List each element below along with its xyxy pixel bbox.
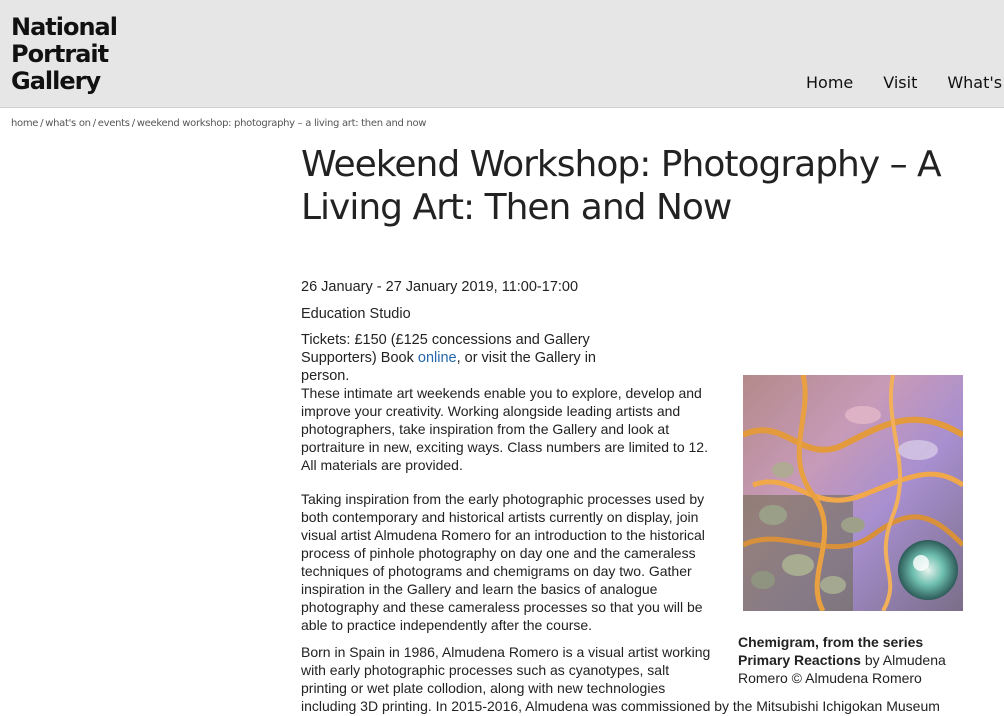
event-tickets [301, 331, 641, 385]
body-paragraph-3: Born in Spain in 1986, Almudena Romero is a visual artist working with early photographic processes such as cyanotypes, salt printing or wet plate collodion, along with new technologies [301, 644, 711, 696]
nav-home[interactable]: Home [806, 73, 854, 92]
breadcrumb [11, 118, 426, 129]
tickets-text-suffix: , or visit the Gallery in person. [301, 350, 596, 384]
event-dates: 26 January - 27 January 2019, 11:00-17:00 [301, 279, 579, 295]
breadcrumb-events[interactable]: events [97, 118, 130, 129]
main-nav [806, 73, 1002, 92]
breadcrumb-home[interactable]: home [11, 118, 39, 129]
breadcrumb-current: weekend workshop: photography – a living art: then and now [136, 118, 427, 129]
breadcrumb-separator: / [92, 118, 96, 129]
gallery-logo[interactable] [11, 14, 117, 95]
nav-visit[interactable]: Visit [883, 73, 918, 92]
page-title: Weekend Workshop: Photography – A Living Art: Then and Now [301, 144, 941, 228]
tickets-text: Tickets: £150 (£125 concessions and Gallery Supporters) Book [301, 332, 590, 366]
caption-title: Chemigram, from the series Primary Reactions [738, 634, 924, 668]
body-paragraph-3-continued: including 3D printing. In 2015-2016, Almudena was commissioned by the Mitsubishi Ichigokan Museum [301, 698, 940, 714]
book-online-link[interactable]: online [417, 350, 457, 366]
chemigram-image [743, 375, 963, 611]
caption-credit: by Almudena Romero © Almudena Romero [738, 652, 946, 686]
breadcrumb-separator: / [40, 118, 44, 129]
image-caption [738, 633, 974, 687]
logo-line-2: Portrait [11, 40, 109, 68]
body-paragraph-1: These intimate art weekends enable you to explore, develop and improve your creativity. Working alongside leading artists and photographers, take inspiration from the Gallery and look at portraiture in new, exciting ways. Class numbers are limited to 12. All materials are provided. [301, 385, 708, 473]
nav-whats-on[interactable]: What's [947, 73, 1003, 92]
logo-line-3: Gallery [11, 67, 101, 95]
breadcrumb-whats-on[interactable]: what's on [45, 118, 91, 129]
chemigram-artwork [743, 375, 963, 611]
logo-line-1: National [11, 13, 117, 41]
breadcrumb-separator: / [131, 118, 135, 129]
site-header [0, 0, 1004, 108]
body-paragraph-2: Taking inspiration from the early photographic processes used by both contemporary and historical artists currently on display, join visual artist Almudena Romero for an introduction to the historical process of pinhole photography on day one and the cameraless techniques of photograms and chemigrams on day two. Gather inspiration in the Gallery and learn the basics of analogue photography and these cameraless processes so that you will be able to practice independently after the course. [301, 491, 705, 633]
event-location: Education Studio [301, 306, 411, 322]
